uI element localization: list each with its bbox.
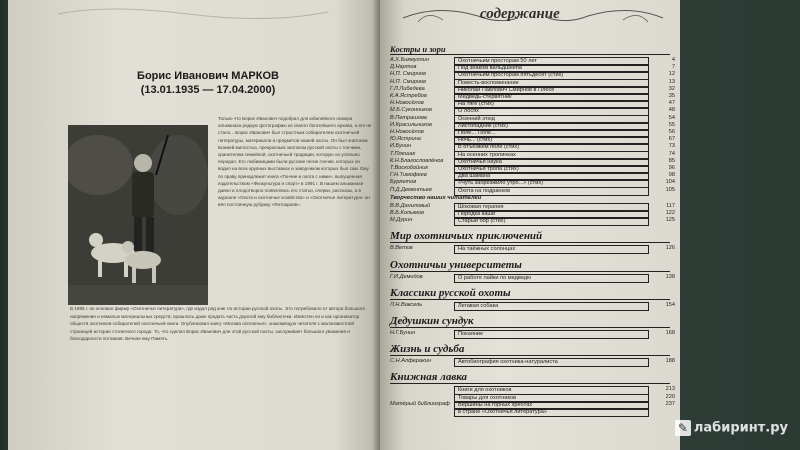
entry-title: в стране «Охотничья литература» xyxy=(454,408,649,417)
toc-entry[interactable] xyxy=(390,386,675,393)
entry-title: Осенний этюд xyxy=(454,115,649,124)
toc-entry[interactable] xyxy=(390,179,675,186)
entry-author: Л.Н.Ваксель xyxy=(390,301,423,308)
entry-page: 105 xyxy=(665,186,675,193)
entry-title: О лосях xyxy=(454,107,649,116)
person-name: Борис Иванович МАРКОВ xyxy=(137,70,279,82)
entry-author: В.Б.Колымов xyxy=(390,210,424,216)
toc-entry[interactable] xyxy=(390,302,675,309)
toc-entry[interactable] xyxy=(390,86,675,93)
section-title: Книжная лавка xyxy=(390,371,468,384)
section-title: Классики русской охоты xyxy=(390,286,511,299)
entry-title: Поле... Поле... xyxy=(454,129,649,138)
toc-entry[interactable] xyxy=(390,79,675,86)
toc-entry[interactable] xyxy=(390,115,675,122)
toc-entry[interactable] xyxy=(390,122,675,129)
entry-title: На осенних тропинках xyxy=(454,151,649,160)
entry-author: К.А.Ястребов xyxy=(390,93,427,99)
entry-author: А.Х.Бикмуллин xyxy=(390,57,429,63)
entry-page: 126 xyxy=(665,245,675,252)
entry-author: В.Петрашова xyxy=(390,114,427,121)
toc-entry[interactable] xyxy=(390,64,675,71)
entry-author: Т.Плешак xyxy=(390,150,416,157)
body-paragraph: В 1995 г. он основал фирму «Охотничья литература», где издал ряд книг по истории русской охоты. Это потребовало от автора большого напряжения и немалых материальных средств; пришлось даже продать часть дорогой ему библиотеки. Известен он и как организатор обществ охотников-собирателей охотничьей книги. Опубликовал книгу «Москва охотничья», знакомящую читателя с малоизвестной страницей истории столичного города. То, что сделал Борис Иванович для этой русской охоты, заслуживает большого уважения и благодарности потомков. Вечная ему Память. xyxy=(70,306,366,342)
toc-entry[interactable] xyxy=(390,71,675,78)
entry-page: 55 xyxy=(668,121,675,128)
section-divider xyxy=(390,54,670,55)
entry-author: В.В.Даниловый xyxy=(390,202,431,209)
section-divider xyxy=(390,355,670,356)
section-divider xyxy=(390,327,670,328)
entry-page: 48 xyxy=(668,107,675,114)
entry-author: Г.Н.Тимофеев xyxy=(390,172,427,179)
entry-title: Охотничьим просторам 50 лет xyxy=(454,57,649,66)
entry-author: Д.Нартов xyxy=(390,64,417,71)
toc-entry[interactable] xyxy=(390,210,675,217)
entry-author: И.Красильников xyxy=(390,121,432,128)
entry-title: На таёжных солонцах xyxy=(454,245,649,254)
entry-author: Н.Г.Бунин xyxy=(390,330,416,336)
toc-entry[interactable] xyxy=(390,401,675,408)
book-icon: ✎ xyxy=(675,420,691,436)
toc-entry[interactable] xyxy=(390,245,675,252)
right-page xyxy=(380,0,680,450)
toc-entry[interactable] xyxy=(390,158,675,165)
entry-author: К.Н.Благословлёнов xyxy=(390,157,444,164)
entry-author: Н.Новосёлов xyxy=(390,100,424,107)
entry-title: Автобиография охотника-натуралиста xyxy=(454,358,649,367)
intro-paragraph: Только что Борис Иванович подобрал для юбилейного номера альманаха редкую фотографию из своего богатейшего архива, а его не стало... Борис Иванович был страстным собирателем охотничьей литературы, материалов и предметов нашей охоты. Он был знатоком Божией милостью, прекрасным знатоком русской охоты с гончими, хранителем семейной, охотничьей традиции, которую он успешно передал. Его любимицами были русские пегие гончие, которых он водил на всех крупных выставках и заводчиком которых был сам. Ему по праву принадлежит книга «Гончие и охота с ними», выпущенная издательством «Физкультура и спорт» в 1991 г. В нашем альманахе давно и плодотворно появлялись его статьи, очерки, рассказы, а в журнале «Охота и охотничье хозяйство» и «Охотничья литература» он вёл постоянную рубрику «Фотоархив». xyxy=(218,116,372,208)
section-title: Охотничьи университеты xyxy=(390,258,522,271)
toc-entry[interactable] xyxy=(390,330,675,337)
entry-page: 213 xyxy=(665,386,675,393)
entry-title: Охота на подранков xyxy=(454,187,649,196)
entry-page: 188 xyxy=(665,358,675,365)
entry-title: Покаяние xyxy=(454,330,649,339)
toc-entry[interactable] xyxy=(390,129,675,136)
toc-entry[interactable] xyxy=(390,107,675,114)
entry-page: 154 xyxy=(665,301,675,308)
entry-page: 13 xyxy=(668,78,675,85)
entry-page: 98 xyxy=(668,172,675,179)
entry-page: 122 xyxy=(665,210,675,216)
entry-title: Под знаком вальдшнепа xyxy=(454,64,649,73)
entry-title: Листопадник (стих) xyxy=(454,122,649,131)
hunter-with-dogs-image xyxy=(68,125,208,305)
section-divider xyxy=(390,299,670,300)
toc-entry[interactable] xyxy=(390,217,675,224)
entry-author: Бурлетов xyxy=(390,179,417,186)
entry-page: 4 xyxy=(671,57,675,63)
toc-entry[interactable] xyxy=(390,394,675,401)
section-title: Мир охотничьих приключений xyxy=(390,230,543,243)
watermark xyxy=(675,420,788,436)
entry-title: Старый бор (стих) xyxy=(454,217,649,226)
entry-title: В отъезжем поле (стих) xyxy=(454,143,649,152)
entry-page: 67 xyxy=(668,136,675,143)
entry-author: Н.П. Смирнов xyxy=(390,71,426,78)
toc-entry[interactable] xyxy=(390,358,675,365)
entry-author: Матёрый библиограф xyxy=(390,400,450,407)
entry-page: 85 xyxy=(668,157,675,164)
toc-entry[interactable] xyxy=(390,136,675,143)
section-divider xyxy=(390,242,670,243)
toc-entry[interactable] xyxy=(390,151,675,158)
entry-page: 125 xyxy=(665,217,675,224)
entry-title: Шоковая терапия xyxy=(454,203,649,212)
entry-title: Медведь-стервятник xyxy=(454,93,649,102)
entry-page: 73 xyxy=(668,143,675,150)
entry-page: 138 xyxy=(665,273,675,280)
readers-subheader: Творчество наших читателей xyxy=(390,194,482,201)
entry-page: 56 xyxy=(668,129,675,135)
toc-entry[interactable] xyxy=(390,165,675,172)
entry-page: 96 xyxy=(668,165,675,171)
entry-title: Товары для охотников xyxy=(454,394,649,403)
entry-author: Г.Л.Либедева xyxy=(390,85,425,92)
entry-page: 12 xyxy=(668,71,675,78)
entry-page: 237 xyxy=(665,400,675,407)
entry-author: П.Д.Дементьев xyxy=(390,186,432,193)
entry-page: 168 xyxy=(665,330,675,336)
entry-page: 32 xyxy=(668,85,675,92)
entry-author: М.Дурин xyxy=(390,217,413,224)
left-ornament xyxy=(48,0,338,26)
left-page xyxy=(8,0,380,450)
entry-author: Н.П. Смирнов xyxy=(390,78,426,85)
section-divider xyxy=(390,271,670,272)
entry-title: Легавая собака xyxy=(454,302,649,311)
entry-title: О работе лайки по медведю xyxy=(454,274,649,283)
entry-author: М.Б.Суконников xyxy=(390,107,432,114)
entry-author: И.Бунин xyxy=(390,143,412,150)
toc-entry[interactable] xyxy=(390,143,675,150)
toc-entry[interactable] xyxy=(390,100,675,107)
section-divider xyxy=(390,383,670,384)
entry-page: 47 xyxy=(668,100,675,107)
entry-author: В.Ветов xyxy=(390,245,413,252)
toc-entry[interactable] xyxy=(390,274,675,281)
entry-author: Г.И.Демидов xyxy=(390,273,423,280)
toc-entry[interactable] xyxy=(390,57,675,64)
entry-page: 7 xyxy=(671,64,675,71)
entry-title: Охотничьим просторам пятьдесят (стих) xyxy=(454,71,649,80)
entry-title: Два шамана xyxy=(454,172,649,181)
entry-title: Николай Павлович Смирнов в Плёсе xyxy=(454,86,649,95)
toc-title: содержание xyxy=(480,6,560,22)
toc-entry[interactable] xyxy=(390,408,675,415)
entry-page: 104 xyxy=(665,179,675,186)
entry-title: Вершины на горных хребтах xyxy=(454,401,649,410)
toc-entry[interactable] xyxy=(390,187,675,194)
section-title: Дедушкин сундук xyxy=(390,315,474,327)
entry-author: Н.Новосёлов xyxy=(390,129,424,135)
section-title: Жизнь и судьба xyxy=(390,343,465,356)
entry-title: Повесть-воспоминание xyxy=(454,79,649,88)
entry-author: С.Н.Алферакин xyxy=(390,358,431,365)
watermark-text: лабиринт.ру xyxy=(693,420,788,436)
entry-page: 117 xyxy=(666,202,675,209)
entry-title: Породка каши xyxy=(454,210,649,219)
obituary-title xyxy=(108,70,308,96)
hunter-photo xyxy=(68,125,208,305)
entry-page: 54 xyxy=(668,114,675,121)
entry-title: Охотничья наука xyxy=(454,158,649,167)
entry-title: Книги для охотников xyxy=(454,386,649,395)
toc-entry[interactable] xyxy=(390,203,675,210)
entry-author: Ю.Ястрина xyxy=(390,136,421,143)
section-title: Костры и зори xyxy=(390,44,446,54)
entry-title: Охотничья тропа (стих) xyxy=(454,165,649,174)
entry-title: «Чуть забрезжило утро...» (стих) xyxy=(454,179,649,188)
entry-title: Ночь... (стих) xyxy=(454,136,649,145)
entry-page: 74 xyxy=(668,150,675,157)
entry-page: 35 xyxy=(668,93,675,99)
person-dates: (13.01.1935 — 17.04.2000) xyxy=(140,84,276,96)
toc-entry[interactable] xyxy=(390,93,675,100)
toc-entry[interactable] xyxy=(390,172,675,179)
entry-page: 220 xyxy=(665,393,675,400)
entry-author: Т.Воскобойник xyxy=(390,165,429,171)
entry-title: На тяге (стих) xyxy=(454,100,649,109)
